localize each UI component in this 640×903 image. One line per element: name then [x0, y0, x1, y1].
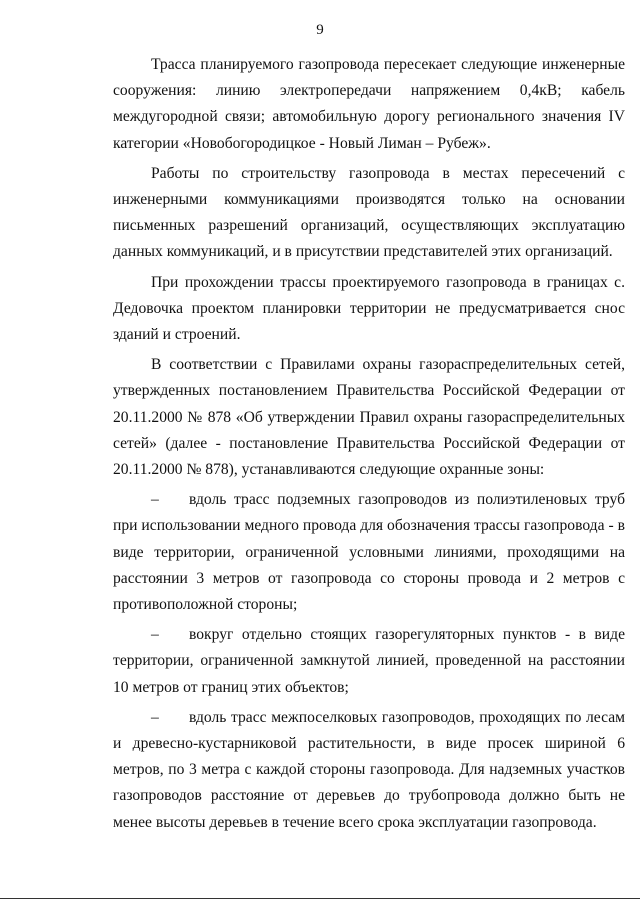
list-dash: –: [151, 626, 159, 644]
list-dash: –: [151, 491, 159, 509]
list-item-intersettlement-pipelines: [113, 705, 625, 836]
list-item-text: вокруг отдельно стоящих газорегуляторных пунктов - в виде территории, ограниченной замкнутой линией, проведенной на расстоянии 10 метров от границ этих объектов;: [113, 626, 625, 696]
paragraph-protection-rules: В соответствии с Правилами охраны газораспределительных сетей, утвержденных постановлением Правительства Российской Федерации от 20.11.2000 № 878 «Об утверждении Правил охраны газораспределительных сетей» (далее - постановление Правительства Российской Федерации от 20.11.2000 № 878), устанавливаются следующие охранные зоны:: [113, 356, 625, 479]
paragraph-demolition: При прохождении трассы проектируемого газопровода в границах с. Дедовочка проектом планировки территории не предусматривается снос зданий и строений.: [113, 273, 625, 344]
page-number: 9: [316, 22, 324, 38]
list-item-text: вдоль трасс межпоселковых газопроводов, проходящих по лесам и древесно-кустарниковой растительности, в виде просек шириной 6 метров, по 3 метра с каждой стороны газопровода. Для надземных участков газопроводов расстояние от деревьев до трубопровода должно быть не менее высоты деревьев в течение всего срока эксплуатации газопровода.: [113, 708, 625, 831]
list-item-gas-regulating-points: [113, 622, 625, 701]
paragraph-construction-works: Работы по строительству газопровода в местах пересечений с инженерными коммуникациями производятся только на основании письменных разрешений организаций, осуществляющих эксплуатацию данных коммуникаций, и в присутствии представителей этих организаций.: [113, 164, 625, 261]
document-body: [113, 52, 625, 840]
list-item-polyethylene-pipes: [113, 487, 625, 618]
paragraph-crossings: Трасса планируемого газопровода пересекает следующие инженерные сооружения: линию электропередачи напряжением 0,4кВ; кабель междугородной связи; автомобильную дорогу регионального значения IV категории «Новобогородицкое - Новый Лиман – Рубеж».: [113, 56, 625, 152]
list-item-text: вдоль трасс подземных газопроводов из полиэтиленовых труб при использовании медного провода для обозначения трассы газопровода - в виде территории, ограниченной условными линиями, проходящими на расстоянии 3 метров от газопровода со стороны провода и 2 метров с противоположной стороны;: [113, 491, 625, 614]
scan-edge-line: [0, 898, 640, 899]
list-dash: –: [151, 708, 159, 726]
